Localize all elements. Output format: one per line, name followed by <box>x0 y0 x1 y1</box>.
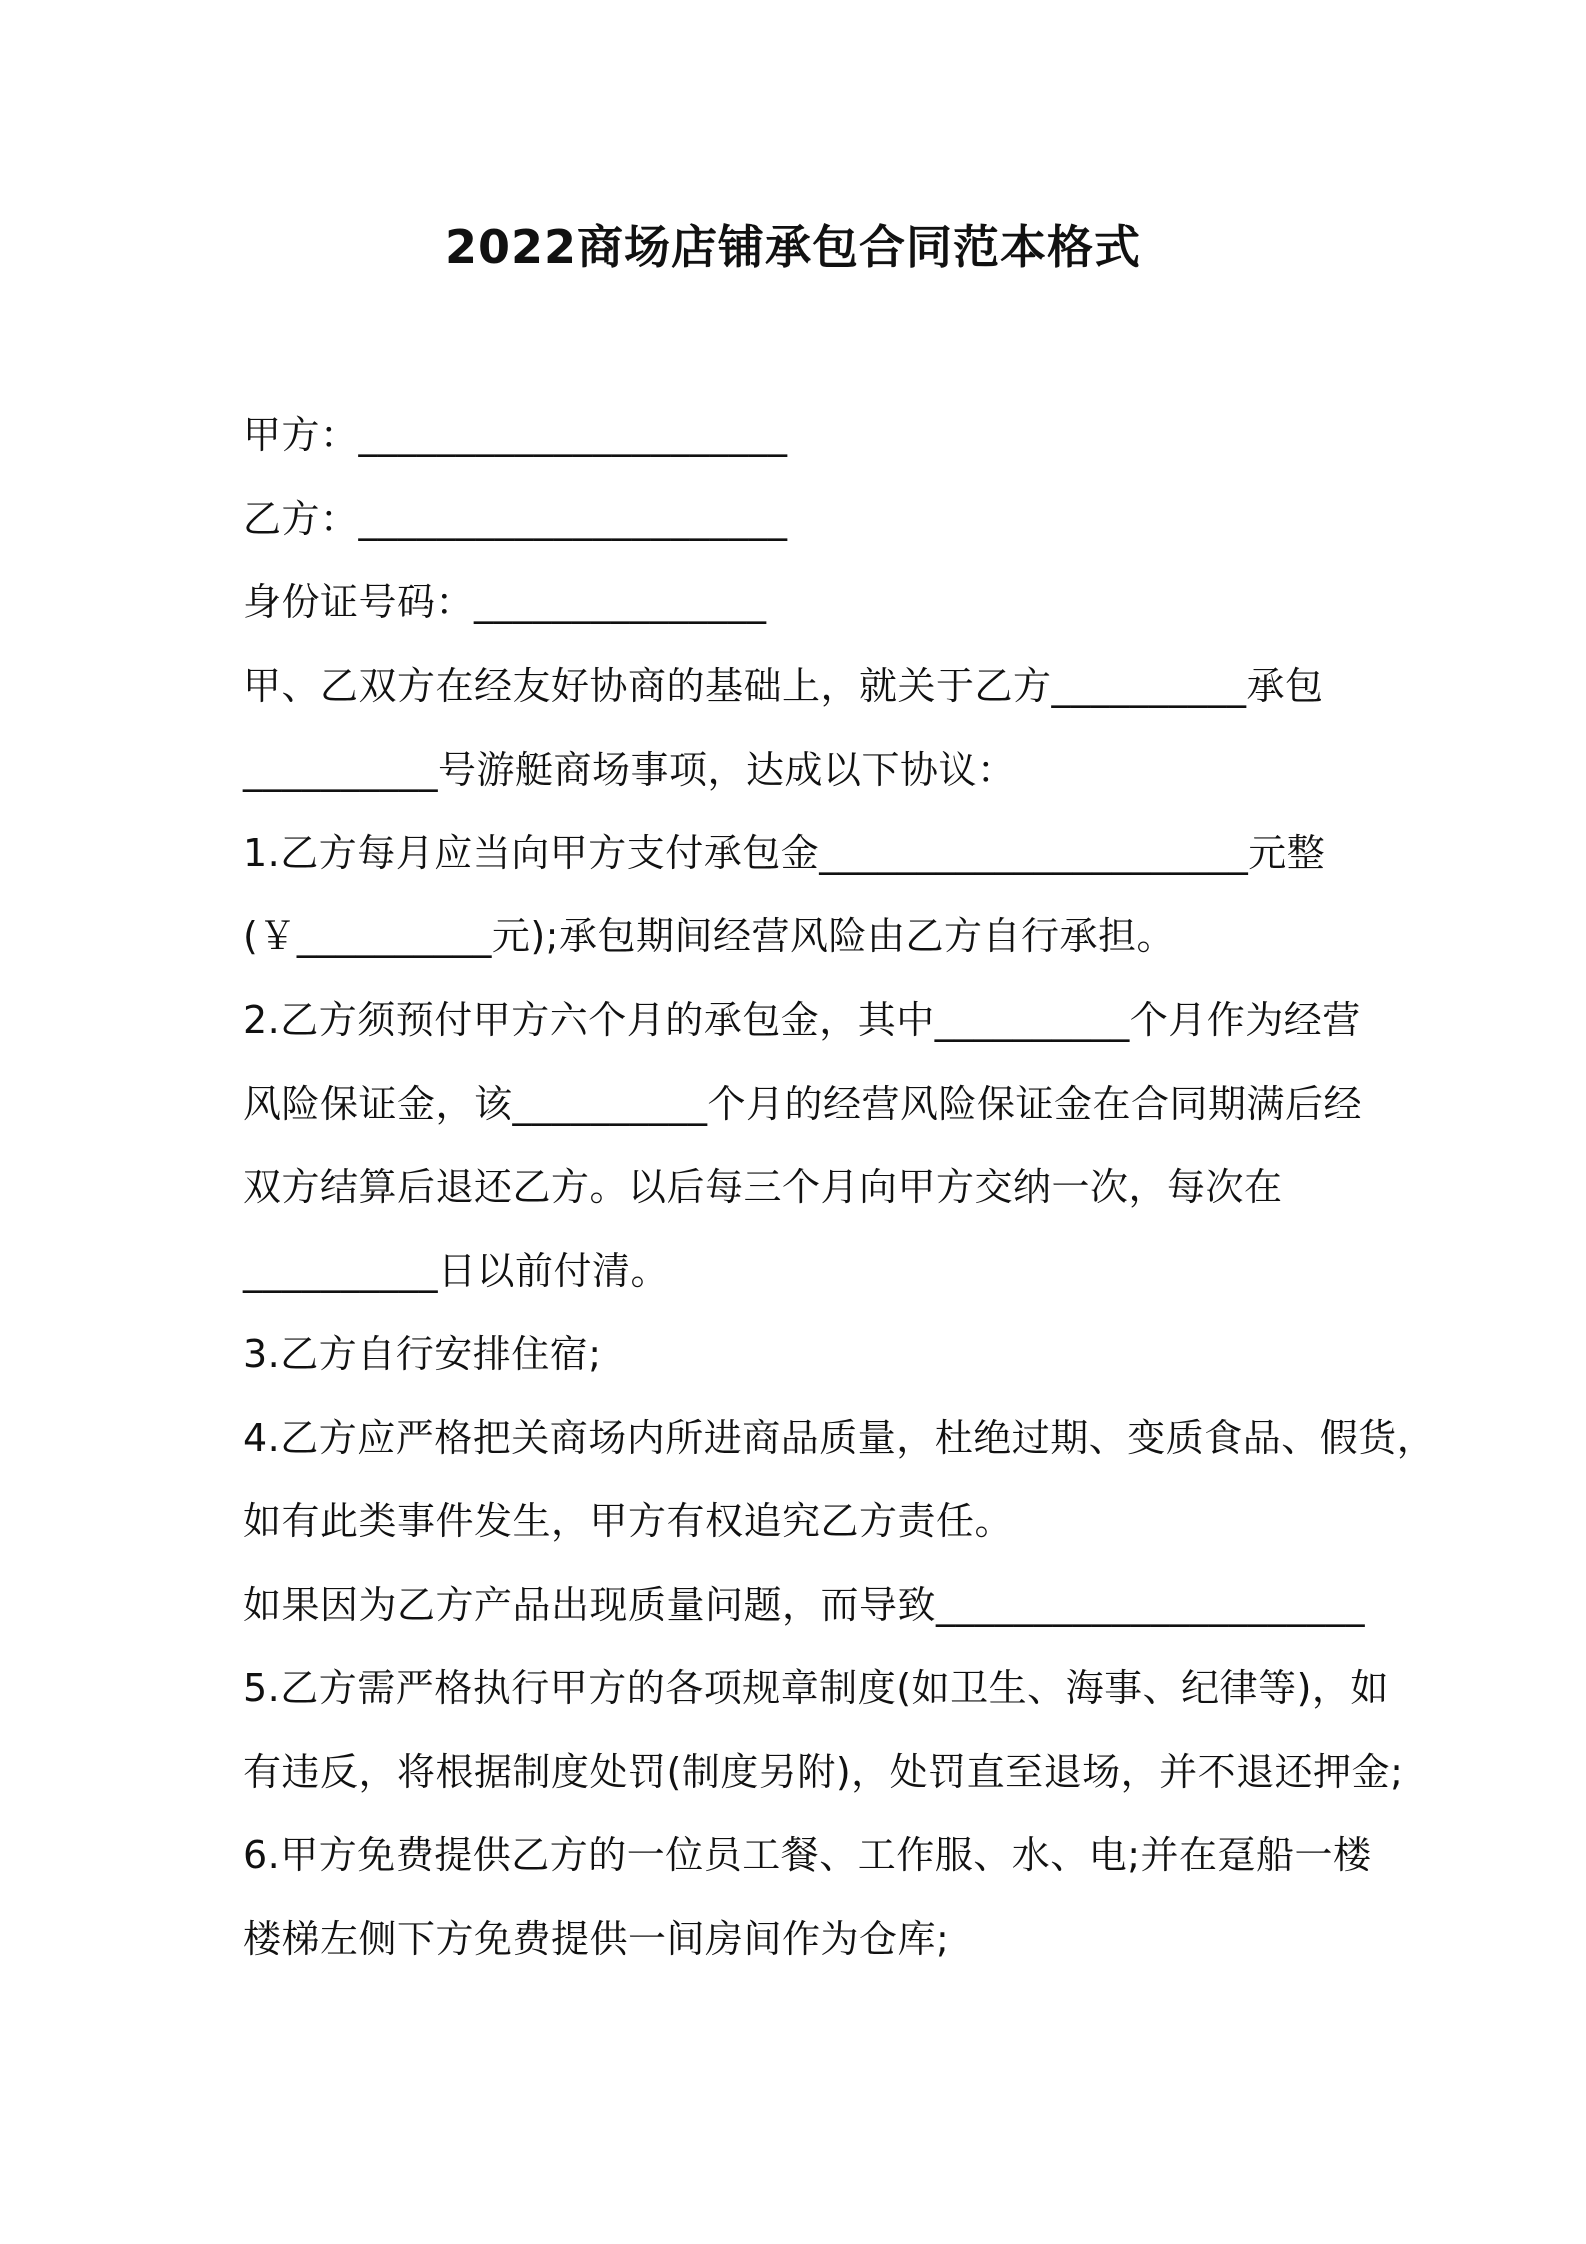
clause-1-line-2: (￥__________元);承包期间经营风险由乙方自行承担。 <box>243 914 1175 958</box>
id-number-line: 身份证号码：_______________ <box>243 580 767 624</box>
clause-4-line-2: 如有此类事件发生，甲方有权追究乙方责任。 <box>243 1499 1014 1543</box>
clause-5-line-2: 有违反，将根据制度处罚(制度另附)，处罚直至退场，并不退还押金; <box>243 1750 1404 1794</box>
clause-5-line-1: 5.乙方需严格执行甲方的各项规章制度(如卫生、海事、纪律等)，如 <box>243 1666 1389 1710</box>
clause-2-line-1: 2.乙方须预付甲方六个月的承包金，其中__________个月作为经营 <box>243 998 1361 1042</box>
party-a-line: 甲方：______________________ <box>243 413 788 457</box>
intro-line-2: __________号游艇商场事项，达成以下协议： <box>243 748 1016 792</box>
clause-2-line-4: __________日以前付清。 <box>243 1249 670 1293</box>
clause-6-line-1: 6.甲方免费提供乙方的一位员工餐、工作服、水、电;并在趸船一楼 <box>243 1833 1372 1877</box>
clause-4-line-1: 4.乙方应严格把关商场内所进商品质量，杜绝过期、变质食品、假货， <box>243 1416 1436 1460</box>
quality-issue-line: 如果因为乙方产品出现质量问题，而导致______________________ <box>243 1583 1366 1627</box>
clause-2-line-3: 双方结算后退还乙方。以后每三个月向甲方交纳一次，每次在 <box>243 1165 1283 1209</box>
clause-6-line-2: 楼梯左侧下方免费提供一间房间作为仓库; <box>243 1917 950 1961</box>
document-title: 2022商场店铺承包合同范本格式 <box>444 220 1142 274</box>
party-b-line: 乙方：______________________ <box>243 497 788 541</box>
clause-2-line-2: 风险保证金，该__________个月的经营风险保证金在合同期满后经 <box>243 1082 1363 1126</box>
intro-line-1: 甲、乙双方在经友好协商的基础上，就关于乙方__________承包 <box>243 664 1324 708</box>
clause-3-line: 3.乙方自行安排住宿; <box>243 1332 602 1376</box>
clause-1-line-1: 1.乙方每月应当向甲方支付承包金______________________元整 <box>243 831 1326 875</box>
